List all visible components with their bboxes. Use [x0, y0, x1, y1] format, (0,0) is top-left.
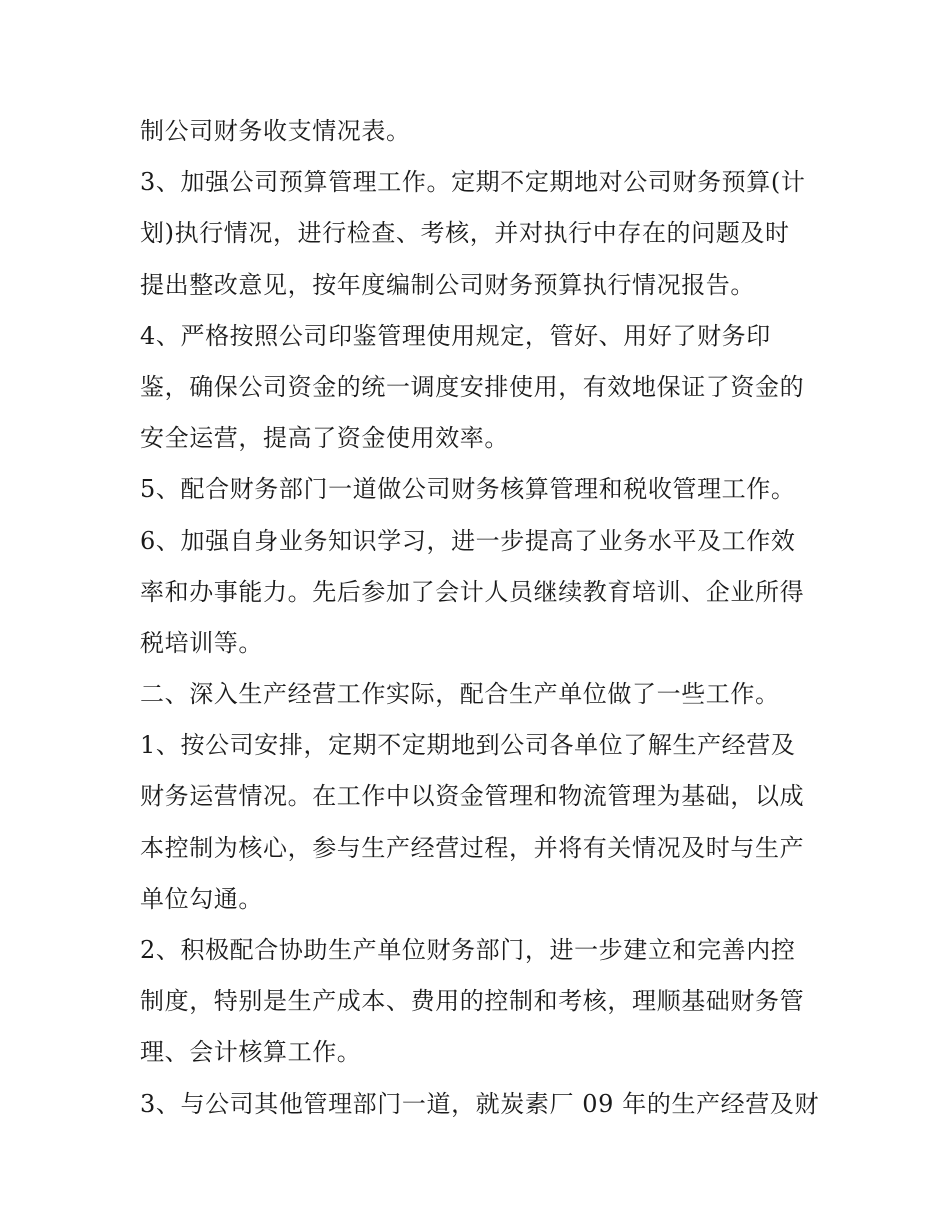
- text-line: 3、与公司其他管理部门一道，就炭素厂 09 年的生产经营及财: [140, 1089, 820, 1118]
- text-line: 理、会计核算工作。: [140, 1038, 362, 1067]
- text-line: 制公司财务收支情况表。: [140, 117, 411, 145]
- text-line: 6、加强自身业务知识学习，进一步提高了业务水平及工作效: [140, 526, 796, 555]
- text-line: 4、严格按照公司印鉴管理使用规定，管好、用好了财务印: [140, 321, 771, 350]
- text-line: 5、配合财务部门一道做公司财务核算管理和税收管理工作。: [140, 475, 796, 504]
- text-line: 率和办事能力。先后参加了会计人员继续教育培训、企业所得: [140, 577, 805, 606]
- text-line: 3、加强公司预算管理工作。定期不定期地对公司财务预算(计: [140, 168, 806, 197]
- text-line: 本控制为核心，参与生产经营过程，并将有关情况及时与生产: [140, 833, 805, 862]
- text-line: 二、深入生产经营工作实际，配合生产单位做了一些工作。: [140, 680, 780, 709]
- document-body: [140, 106, 820, 1130]
- text-line: 单位勾通。: [140, 884, 263, 913]
- text-line: 1、按公司安排，定期不定期地到公司各单位了解生产经营及: [140, 731, 796, 760]
- text-line: 制度，特别是生产成本、费用的控制和考核，理顺基础财务管: [140, 987, 805, 1016]
- text-line: 2、积极配合协助生产单位财务部门，进一步建立和完善内控: [140, 936, 796, 964]
- text-line: 财务运营情况。在工作中以资金管理和物流管理为基础，以成: [140, 782, 805, 811]
- text-line: 鉴，确保公司资金的统一调度安排使用，有效地保证了资金的: [140, 372, 805, 401]
- text-line: 安全运营，提高了资金使用效率。: [140, 424, 509, 453]
- text-line: 税培训等。: [140, 628, 263, 657]
- text-line: 提出整改意见，按年度编制公司财务预算执行情况报告。: [140, 270, 755, 299]
- text-line: 划)执行情况，进行检查、考核，并对执行中存在的问题及时: [140, 219, 790, 248]
